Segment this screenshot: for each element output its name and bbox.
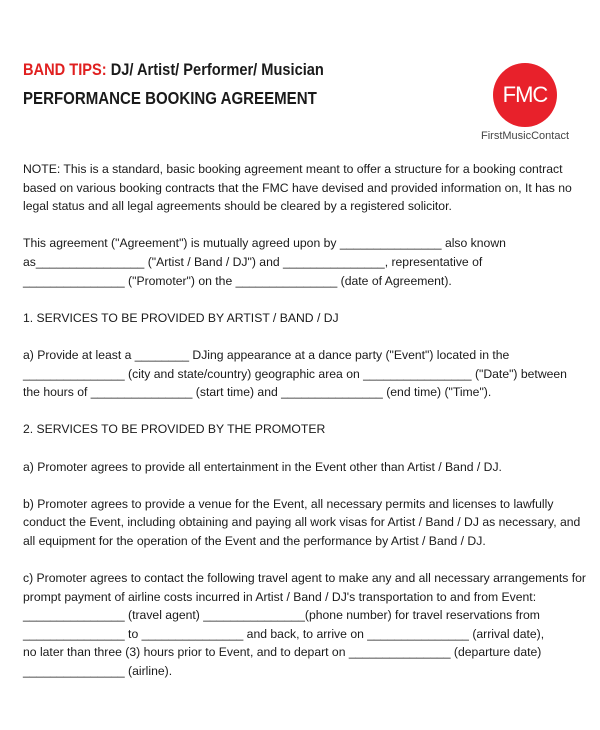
text-line: b) Promoter agrees to provide a venue for the Event, all necessary permits and licenses to lawfully [23,496,554,511]
paragraph [23,569,586,681]
title-roles: DJ/ Artist/ Performer/ Musician [110,60,324,79]
paragraph-gap [23,476,583,495]
paragraph-gap [23,439,583,458]
fmc-logo [493,63,557,127]
title-band-tips: BAND TIPS: [23,60,107,79]
paragraph-gap [23,216,583,235]
paragraph [23,495,583,551]
paragraph [23,234,583,290]
paragraph [23,160,583,216]
text-line: _______________ (city and state/country) geographic area on ________________ ("Date") between [23,366,567,381]
paragraph-gap [23,402,583,421]
paragraph-gap [23,550,583,569]
text-line: no later than three (3) hours prior to Event, and to depart on _______________ (departure date) [23,645,542,660]
text-line: all equipment for the operation of the Event and the performance by Artist / Band / DJ. [23,533,486,548]
text-line: a) Promoter agrees to provide all entertainment in the Event other than Artist / Band / DJ. [23,459,502,474]
paragraph-gap [23,290,583,309]
paragraph [23,420,583,439]
paragraph [23,309,583,328]
text-line: _______________ (travel agent) _______________(phone number) for travel reservations from [23,608,540,623]
paragraph-gap [23,327,583,346]
text-line: as________________ ("Artist / Band / DJ") and _______________, representative of [23,254,483,269]
text-line: 2. SERVICES TO BE PROVIDED BY THE PROMOTER [23,422,326,437]
text-line: _______________ to _______________ and back, to arrive on _______________ (arrival date), [23,626,545,641]
text-line: _______________ (airline). [23,664,173,679]
text-line: conduct the Event, including obtaining and paying all work visas for Artist / Band / DJ as necessary, and [23,515,581,530]
text-line: legal status and all legal agreements should be cleared by a registered solicitor. [23,199,452,214]
text-line: a) Provide at least a ________ DJing appearance at a dance party ("Event") located in the [23,347,510,362]
paragraph [23,346,583,402]
agreement-body [23,160,586,681]
document-title [23,60,324,80]
text-line: prompt payment of airline costs incurred in Artist / Band / DJ's transportation to and from Event: [23,589,537,604]
paragraph [23,458,583,477]
text-line: 1. SERVICES TO BE PROVIDED BY ARTIST / BAND / DJ [23,310,339,325]
logo-mark: FMC [502,82,548,107]
text-line: This agreement ("Agreement") is mutually agreed upon by _______________ also known [23,236,506,251]
text-line: NOTE: This is a standard, basic booking agreement meant to offer a structure for a booking contract [23,162,563,176]
text-line: _______________ ("Promoter") on the _______________ (date of Agreement). [23,273,452,288]
text-line: the hours of _______________ (start time) and _______________ (end time) ("Time"). [23,385,492,400]
text-line: based on various booking contracts that the FMC have devised and provided information on, It has no [23,180,572,195]
logo-name: FirstMusicContact [481,130,570,142]
document-subtitle: PERFORMANCE BOOKING AGREEMENT [23,88,317,108]
text-line: c) Promoter agrees to contact the following travel agent to make any and all necessary arrangements for [23,571,586,586]
